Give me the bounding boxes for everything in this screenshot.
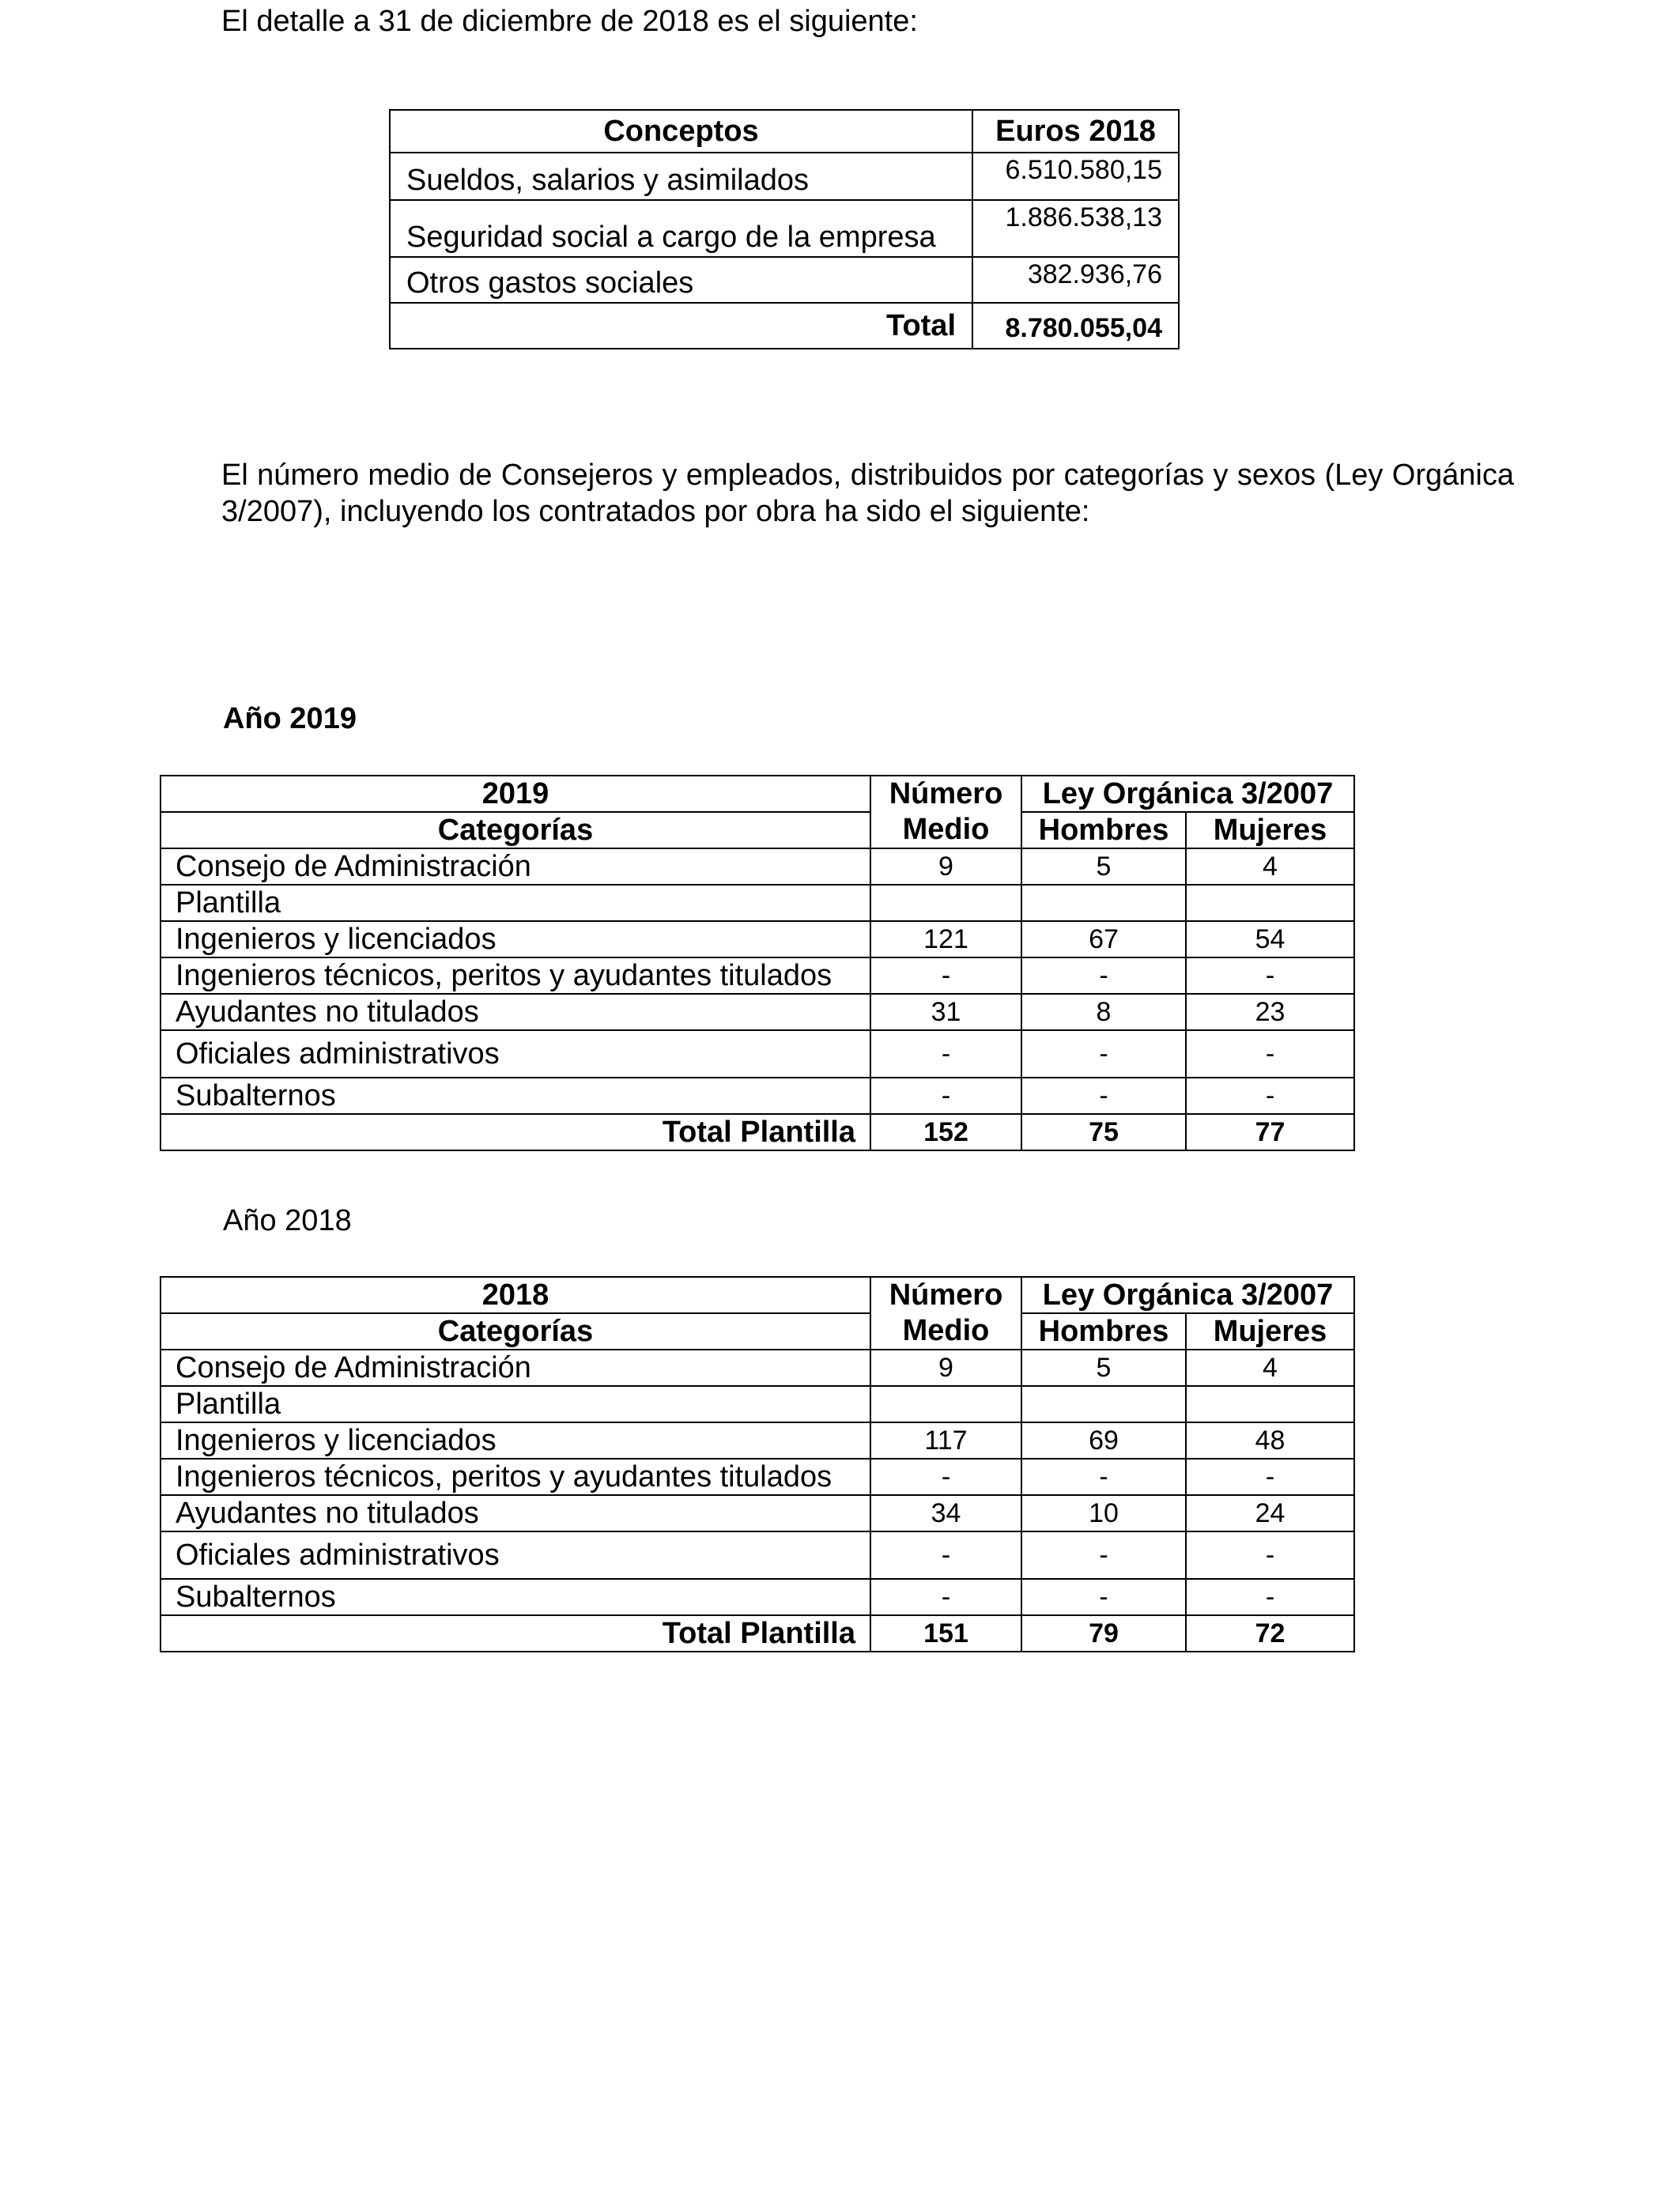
- category-cell: Ingenieros y licenciados: [160, 921, 870, 957]
- table-row: [160, 1422, 1354, 1459]
- hombres-cell: -: [1021, 1531, 1186, 1579]
- total-value: 8.780.055,04: [972, 303, 1179, 349]
- table-row: [160, 994, 1354, 1030]
- numero-label: Número: [870, 1277, 1021, 1313]
- category-cell: Oficiales administrativos: [160, 1531, 870, 1579]
- hombres-cell: [1021, 885, 1186, 921]
- category-cell: Subalternos: [160, 1579, 870, 1615]
- medio-cell: -: [870, 1078, 1021, 1114]
- total-medio: 152: [870, 1114, 1021, 1150]
- category-cell: Subalternos: [160, 1078, 870, 1114]
- mujeres-cell: -: [1186, 1459, 1354, 1495]
- hombres-cell: 5: [1021, 848, 1186, 885]
- value-cell: 6.510.580,15: [972, 153, 1179, 200]
- category-cell: Ingenieros y licenciados: [160, 1422, 870, 1459]
- year-2018-heading: Año 2018: [223, 1204, 352, 1237]
- mujeres-cell: -: [1186, 957, 1354, 994]
- mujeres-cell: -: [1186, 1579, 1354, 1615]
- ley-label: Ley Orgánica 3/2007: [1021, 1277, 1354, 1313]
- total-medio: 151: [870, 1615, 1021, 1652]
- hombres-label: Hombres: [1021, 1313, 1186, 1350]
- medio-cell: -: [870, 1579, 1021, 1615]
- hombres-cell: 69: [1021, 1422, 1186, 1459]
- value-cell: 382.936,76: [972, 257, 1179, 303]
- hombres-cell: 10: [1021, 1495, 1186, 1531]
- medio-cell: -: [870, 1531, 1021, 1579]
- category-cell: Ingenieros técnicos, peritos y ayudantes titulados: [160, 957, 870, 994]
- medio-cell: 117: [870, 1422, 1021, 1459]
- table-row: [390, 200, 1179, 257]
- value-cell: 1.886.538,13: [972, 200, 1179, 257]
- hombres-cell: -: [1021, 1030, 1186, 1078]
- year-2019-heading: Año 2019: [223, 702, 357, 735]
- total-label: Total Plantilla: [160, 1114, 870, 1150]
- medio-label: Medio: [870, 812, 1021, 848]
- table-row: [160, 848, 1354, 885]
- mujeres-cell: 24: [1186, 1495, 1354, 1531]
- staff-table-2018: [160, 1276, 1355, 1652]
- table-row: [160, 1350, 1354, 1386]
- medio-cell: 9: [870, 848, 1021, 885]
- mujeres-cell: -: [1186, 1078, 1354, 1114]
- total-label: Total Plantilla: [160, 1615, 870, 1652]
- header-row-1: [160, 776, 1354, 812]
- mujeres-cell: -: [1186, 1030, 1354, 1078]
- medio-label: Medio: [870, 1313, 1021, 1350]
- medio-cell: 9: [870, 1350, 1021, 1386]
- category-cell: Ayudantes no titulados: [160, 994, 870, 1030]
- total-hombres: 79: [1021, 1615, 1186, 1652]
- medio-cell: [870, 1386, 1021, 1422]
- hombres-cell: -: [1021, 957, 1186, 994]
- table-row: [160, 1531, 1354, 1579]
- medio-cell: [870, 885, 1021, 921]
- total-mujeres: 77: [1186, 1114, 1354, 1150]
- category-cell: Plantilla: [160, 1386, 870, 1422]
- concept-cell: Seguridad social a cargo de la empresa: [390, 200, 972, 257]
- total-row: [160, 1114, 1354, 1150]
- personnel-expenses-table: [389, 109, 1180, 349]
- hombres-cell: [1021, 1386, 1186, 1422]
- mujeres-cell: 4: [1186, 1350, 1354, 1386]
- mujeres-cell: 54: [1186, 921, 1354, 957]
- hombres-label: Hombres: [1021, 812, 1186, 848]
- category-cell: Ayudantes no titulados: [160, 1495, 870, 1531]
- table-header-row: [390, 110, 1179, 153]
- hombres-cell: -: [1021, 1459, 1186, 1495]
- categories-label: Categorías: [160, 812, 870, 848]
- hombres-cell: -: [1021, 1579, 1186, 1615]
- mujeres-cell: 48: [1186, 1422, 1354, 1459]
- total-row: [390, 303, 1179, 349]
- table-row: [160, 885, 1354, 921]
- year-label: 2019: [160, 776, 870, 812]
- table-row: [160, 1459, 1354, 1495]
- hombres-cell: 5: [1021, 1350, 1186, 1386]
- category-cell: Ingenieros técnicos, peritos y ayudantes titulados: [160, 1459, 870, 1495]
- mujeres-cell: -: [1186, 1531, 1354, 1579]
- hombres-cell: 8: [1021, 994, 1186, 1030]
- total-row: [160, 1615, 1354, 1652]
- mujeres-cell: [1186, 885, 1354, 921]
- category-cell: Plantilla: [160, 885, 870, 921]
- header-euros-2018: Euros 2018: [972, 110, 1179, 153]
- staff-intro-paragraph: El número medio de Consejeros y empleados, distribuidos por categorías y sexos (Ley Orgánica 3/2007), incluyendo los contratados por obra ha sido el siguiente:: [221, 459, 1514, 528]
- table-row: [160, 957, 1354, 994]
- category-cell: Oficiales administrativos: [160, 1030, 870, 1078]
- medio-cell: 31: [870, 994, 1021, 1030]
- mujeres-cell: 4: [1186, 848, 1354, 885]
- table-row: [160, 1579, 1354, 1615]
- table-row: [160, 921, 1354, 957]
- medio-cell: -: [870, 1030, 1021, 1078]
- mujeres-label: Mujeres: [1186, 1313, 1354, 1350]
- categories-label: Categorías: [160, 1313, 870, 1350]
- header-conceptos: Conceptos: [390, 110, 972, 153]
- hombres-cell: 67: [1021, 921, 1186, 957]
- category-cell: Consejo de Administración: [160, 1350, 870, 1386]
- medio-cell: -: [870, 957, 1021, 994]
- table-row: [390, 257, 1179, 303]
- hombres-cell: -: [1021, 1078, 1186, 1114]
- concept-cell: Otros gastos sociales: [390, 257, 972, 303]
- medio-cell: -: [870, 1459, 1021, 1495]
- mujeres-label: Mujeres: [1186, 812, 1354, 848]
- mujeres-cell: [1186, 1386, 1354, 1422]
- ley-label: Ley Orgánica 3/2007: [1021, 776, 1354, 812]
- staff-table-2019: [160, 775, 1355, 1151]
- intro-text: El detalle a 31 de diciembre de 2018 es el siguiente:: [221, 5, 918, 38]
- medio-cell: 121: [870, 921, 1021, 957]
- medio-cell: 34: [870, 1495, 1021, 1531]
- mujeres-cell: 23: [1186, 994, 1354, 1030]
- year-label: 2018: [160, 1277, 870, 1313]
- table-row: [390, 153, 1179, 200]
- concept-cell: Sueldos, salarios y asimilados: [390, 153, 972, 200]
- total-hombres: 75: [1021, 1114, 1186, 1150]
- table-row: [160, 1495, 1354, 1531]
- header-row-1: [160, 1277, 1354, 1313]
- table-row: [160, 1030, 1354, 1078]
- category-cell: Consejo de Administración: [160, 848, 870, 885]
- total-mujeres: 72: [1186, 1615, 1354, 1652]
- header-row-2: [160, 1313, 1354, 1350]
- total-label: Total: [390, 303, 972, 349]
- table-row: [160, 1078, 1354, 1114]
- table-row: [160, 1386, 1354, 1422]
- numero-label: Número: [870, 776, 1021, 812]
- header-row-2: [160, 812, 1354, 848]
